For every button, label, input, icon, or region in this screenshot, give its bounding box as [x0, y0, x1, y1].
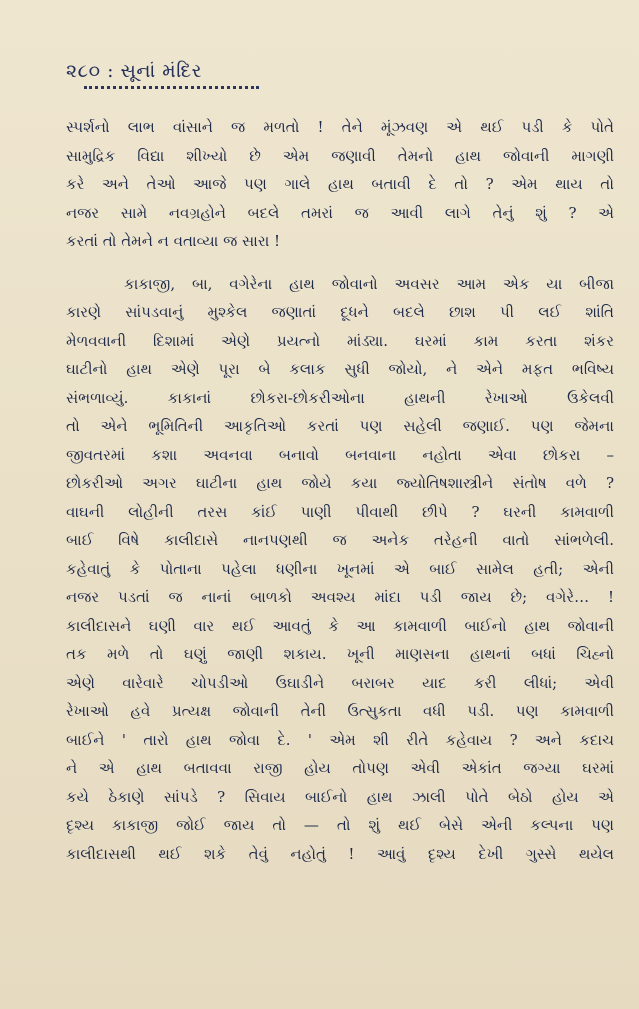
paragraph-2 [66, 270, 614, 869]
page-number: ૨૮૦ [66, 60, 101, 82]
text-line: મેળવવાની દિશામાં એણે પ્રયત્નો માંડ્યા. ઘરમાં કામ કરતા શંકર [66, 331, 614, 350]
chapter-title: સૂનાં મંદિર [120, 60, 202, 82]
text-line: વાઘની લોહીની તરસ કાંઈ પાણી પીવાથી છીપે ? ઘરની કામવાળી [66, 502, 614, 521]
text-line: ઘાટીનો હાથ એણે પૂરા બે કલાક સુધી જોયો, ને એને મફત ભવિષ્ય [66, 360, 614, 378]
text-line: સામુદ્રિક વિદ્યા શીખ્યો છે એમ જણાવી તેમનો હાથ જોવાની માગણી [66, 146, 614, 165]
text-line: તક મળે તો ઘણું જાણી શકાય. ખૂની માણસના હાથનાં બધાં ચિહ્નો [66, 645, 614, 663]
text-line: બાઈને ' તારો હાથ જોવા દે. ' એમ શી રીતે કહેવાય ? અને કદાચ [66, 730, 614, 749]
text-line: કાલીદાસથી થઈ શકે તેવું નહોતું ! આવું દૃશ્ય દેખી ગુસ્સે થયેલ [66, 844, 614, 863]
text-line: છોકરીઓ અગર ઘાટીના હાથ જોયે કયા જ્યોતિષશાસ્ત્રીને સંતોષ વળે ? [66, 474, 614, 492]
paragraph-1 [66, 113, 614, 256]
header-dotted-rule [84, 86, 259, 89]
text-line: કહેવાતું કે પોતાના પહેલા ધણીના ખૂનમાં એ બાઈ સામેલ હતી; એની [66, 559, 614, 578]
text-line: ને એ હાથ બતાવવા રાજી હોય તોપણ એવી એકાંત જગ્યા ઘરમાં [66, 759, 614, 777]
text-line: કારણે સાંપડવાનું મુશ્કેલ જણાતાં દૂધને બદલે છાશ પી લઈ શાંતિ [66, 303, 614, 321]
text-line: કરે અને તેઓ આજે પણ ગાલે હાથ બતાવી દે તો ? એમ થાય તો [66, 175, 614, 193]
text-line: દૃશ્ય કાકાજી જોઈ જાય તો — તો શું થઈ બેસે એની કલ્પના પણ [66, 816, 614, 834]
text-line: સ્પર્શનો લાભ વાંસાને જ મળતો ! તેને મૂંઝવણ એ થઈ પડી કે પોતે [66, 118, 614, 136]
text-line: સંભળાવ્યું. કાકાનાં છોકરા-છોકરીઓના હાથની રેખાઓ ઉકેલવી [66, 388, 614, 407]
text-line: રેખાઓ હવે પ્રત્યક્ષ જોવાની તેની ઉત્સુકતા વધી પડી. પણ કામવાળી [66, 702, 614, 720]
text-line: કરતાં તો તેમને ન વતાવ્યા જ સારા ! [66, 232, 281, 250]
text-line: નજર સામે નવગ્રહોને બદલે તમરાં જ આવી લાગે તેનું શું ? એ [66, 203, 614, 222]
text-line: તો એને ભૂમિતિની આકૃતિઓ કરતાં પણ સહેલી જણાઈ. પણ જેમના [66, 417, 614, 435]
text-line: બાઈ વિષે કાલીદાસે નાનપણથી જ અનેક તરેહની વાતો સાંભળેલી. [66, 531, 614, 549]
text-line: કયે ઠેકાણે સાંપડે ? સિવાય બાઈનો હાથ ઝાલી પોતે બેઠો હોય એ [66, 787, 614, 806]
text-line: કાકાજી, બા, વગેરેના હાથ જોવાનો અવસર આમ એક યા બીજા [124, 274, 614, 293]
text-line: જીવતરમાં કશા અવનવા બનાવો બનવાના નહોતા એવા છોકરા – [66, 445, 614, 464]
header-separator: : [107, 60, 114, 82]
text-line: એણે વારેવારે ચોપડીઓ ઉઘાડીને બરાબર યાદ કરી લીધાં; એવી [66, 673, 614, 692]
text-line: નજર પડતાં જ નાનાં બાળકો અવશ્ય માંદા પડી જાય છે; વગેરે… ! [66, 588, 614, 606]
running-header [66, 60, 609, 82]
text-line: કાલીદાસને ઘણી વાર થઈ આવતું કે આ કામવાળી બાઈનો હાથ જોવાની [66, 616, 614, 635]
